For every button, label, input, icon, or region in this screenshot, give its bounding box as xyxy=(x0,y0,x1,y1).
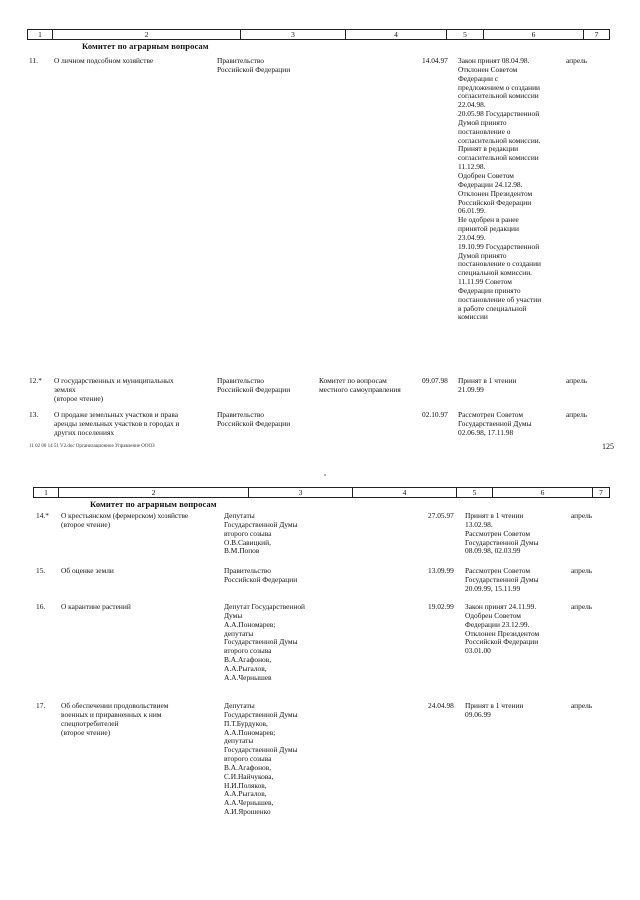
bill-month: апрель xyxy=(566,376,588,385)
header-col-1: 1 xyxy=(38,30,42,39)
committee-title: Комитет по аграрным вопросам xyxy=(82,41,209,51)
header-col-1: 1 xyxy=(44,488,48,497)
bill-status: Закон принят 08.04.98. Отклонен Советом Федерации с предложением о создании согласительной комиссии 22.04.98. 20.05.98 Государственной Думой принято постановление о согласительной комиссии. Принят в редакции согласительной комиссии 11.12.98. Одобрен Советом Федерации 24.12.98. Отклонен Президентом Российской Федерации 06.01.99. Не одобрен в ранее принятой редакции 23.04.99. 19.10.99 Государственной Думой принято постановление о создании специальной комиссии. 11.11.99 Советом Федерации принято постановление об участии в работе специальной комиссии xyxy=(458,56,542,322)
header-col-6: 6 xyxy=(492,488,592,497)
bill-status: Рассмотрен Советом Государственной Думы 20.09.99, 15.11.99 xyxy=(465,566,539,593)
bill-date: 13.09.99 xyxy=(428,566,454,575)
row-number: 15. xyxy=(36,566,46,575)
row-number: 17. xyxy=(36,701,46,710)
bill-date: 27.05.97 xyxy=(428,511,454,520)
table-header-row xyxy=(33,487,610,498)
bill-date: 02.10.97 xyxy=(422,410,448,419)
header-col-4: 4 xyxy=(345,30,446,39)
document-footer-note: 11 02 00 14 51 V2.doc Организационное Управление ОООЗ xyxy=(29,444,155,449)
row-number: 14.* xyxy=(36,511,49,520)
bill-month: апрель xyxy=(571,602,593,611)
bill-initiator: Правительство Российской Федерации xyxy=(224,566,298,584)
bill-date: 24.04.98 xyxy=(428,701,454,710)
bill-initiator: Депутат Государственной Думы А.А.Пономарев; депутаты Государственной Думы второго созыва В.А.Агафонов, А.А.Рыгалов, А.А.Чернышев xyxy=(224,602,305,682)
bill-responsible: Комитет по вопросам местного самоуправления xyxy=(319,376,401,394)
page-number: 125 xyxy=(602,442,614,451)
header-col-7: 7 xyxy=(583,30,609,39)
header-col-2: 2 xyxy=(52,30,240,39)
bill-title: О личном подсобном хозяйстве xyxy=(54,56,154,65)
row-number: 13. xyxy=(29,410,39,419)
header-col-6: 6 xyxy=(483,30,583,39)
bill-title: О продаже земельных участков и права аренды земельных участков в городах и других поселениях xyxy=(54,410,180,437)
bill-status: Закон принят 24.11.99. Одобрен Советом Федерации 23.12.99. Отклонен Президентом Российской Федерации 03.01.00 xyxy=(465,602,540,656)
bill-initiator: Правительство Российской Федерации xyxy=(217,56,291,74)
bill-status: Рассмотрен Советом Государственной Думы 02.06.98, 17.11.98 xyxy=(458,410,532,437)
scan-speck xyxy=(324,474,326,476)
header-col-3: 3 xyxy=(248,488,352,497)
header-col-5: 5 xyxy=(456,488,492,497)
bill-date: 09.07.98 xyxy=(422,376,448,385)
bill-month: апрель xyxy=(571,511,593,520)
bill-status: Принят в 1 чтении 09.06.99 xyxy=(465,701,524,719)
bill-date: 14.04.97 xyxy=(422,56,448,65)
header-col-3: 3 xyxy=(240,30,345,39)
row-number: 12.* xyxy=(29,376,42,385)
committee-title: Комитет по аграрным вопросам xyxy=(90,499,217,509)
row-number: 11. xyxy=(29,56,38,65)
row-number: 16. xyxy=(36,602,46,611)
header-col-2: 2 xyxy=(58,488,248,497)
header-col-5: 5 xyxy=(446,30,483,39)
bill-month: апрель xyxy=(571,701,593,710)
bill-title: О государственных и муниципальных землях (второе чтение) xyxy=(54,376,174,403)
bill-month: апрель xyxy=(566,410,588,419)
bill-title: Об обеспечении продовольствием военных и приравненных к ним спецпотребителей (второе чтение) xyxy=(61,701,169,737)
bill-month: апрель xyxy=(571,566,593,575)
bill-month: апрель xyxy=(566,56,588,65)
bill-status: Принят в 1 чтении 21.09.99 xyxy=(458,376,517,394)
header-col-7: 7 xyxy=(592,488,609,497)
bill-initiator: Правительство Российской Федерации xyxy=(217,376,291,394)
bill-status: Принят в 1 чтении 13.02.98. Рассмотрен Советом Государственной Думы 08.09.98, 02.03.99 xyxy=(465,511,539,556)
bill-initiator: Правительство Российской Федерации xyxy=(217,410,291,428)
bill-title: О крестьянском (фермерском) хозяйстве (второе чтение) xyxy=(61,511,189,529)
bill-title: О карантине растений xyxy=(61,602,131,611)
bill-title: Об оценке земли xyxy=(61,566,114,575)
bill-initiator: Депутаты Государственной Думы П.Т.Бурдуков, А.А.Пономарев; депутаты Государственной Думы второго созыва В.А.Агафонов, С.И.Найчукова, Н.И.Поляков, А.А.Рыгалов, А.А.Чернышев, А.И.Ярошенко xyxy=(224,701,298,817)
header-col-4: 4 xyxy=(352,488,456,497)
table-header-row xyxy=(27,29,610,40)
bill-date: 19.02.99 xyxy=(428,602,454,611)
bill-initiator: Депутаты Государственной Думы второго созыва О.В.Савицкий, В.М.Попов xyxy=(224,511,298,556)
